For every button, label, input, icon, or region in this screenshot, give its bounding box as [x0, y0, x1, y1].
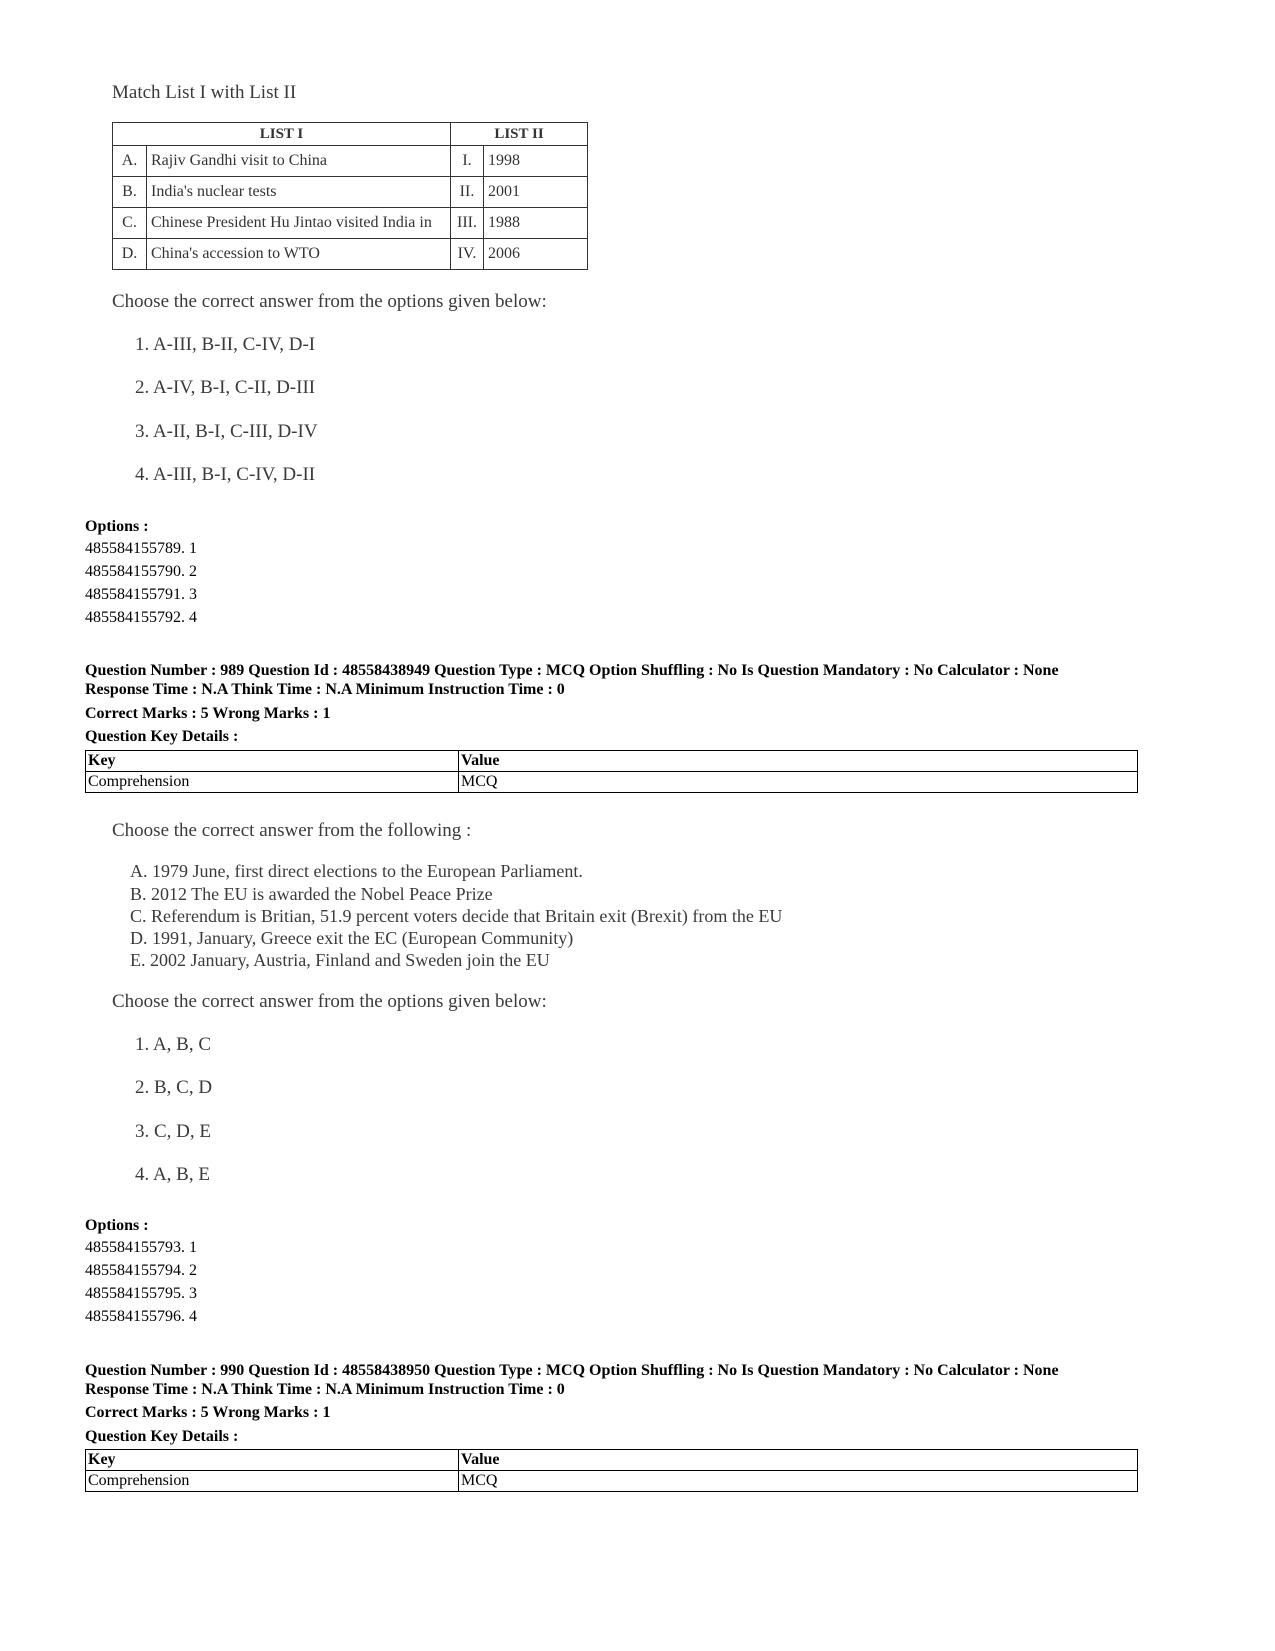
- row-letter: D.: [113, 239, 147, 270]
- row-letter: A.: [113, 146, 147, 177]
- row-item: Rajiv Gandhi visit to China: [147, 146, 451, 177]
- row-year: 1988: [484, 208, 588, 239]
- q989-meta-line1: Question Number : 989 Question Id : 48558438949 Question Type : MCQ Option Shuffling : No Is Question Mandatory : No Calculator : None: [85, 662, 1059, 679]
- row-year: 2001: [484, 177, 588, 208]
- row-year: 2006: [484, 239, 588, 270]
- q988-option-2: 485584155790. 2: [85, 563, 197, 580]
- row-item: India's nuclear tests: [147, 177, 451, 208]
- q989-marks: Correct Marks : 5 Wrong Marks : 1: [85, 705, 331, 722]
- q989-instruction: Choose the correct answer from the options given below:: [112, 991, 547, 1012]
- q988-option-1: 485584155789. 1: [85, 540, 197, 557]
- q988-title: Match List I with List II: [112, 82, 297, 103]
- value-cell: MCQ: [459, 1471, 1138, 1492]
- key-table-header: [86, 751, 1138, 772]
- q990-key-table: [85, 1449, 1138, 1492]
- table-row: [86, 1471, 1138, 1492]
- q989-choice-2: 2. B, C, D: [135, 1077, 213, 1098]
- q989-key-details-label: Question Key Details :: [85, 728, 239, 745]
- q989-key-table: [85, 750, 1138, 793]
- q988-instruction: Choose the correct answer from the options given below:: [112, 291, 547, 312]
- row-roman: III.: [451, 208, 484, 239]
- q989-option-2: 485584155794. 2: [85, 1262, 197, 1279]
- row-letter: B.: [113, 177, 147, 208]
- match-list-table: [112, 122, 588, 270]
- row-roman: II.: [451, 177, 484, 208]
- q988-choice-3: 3. A-II, B-I, C-III, D-IV: [135, 421, 318, 442]
- row-letter: C.: [113, 208, 147, 239]
- table-row: [113, 177, 588, 208]
- table-row: [113, 208, 588, 239]
- q989-statement-e: E. 2002 January, Austria, Finland and Sweden join the EU: [130, 950, 550, 970]
- key-cell: Comprehension: [86, 1471, 459, 1492]
- q989-choice-3: 3. C, D, E: [135, 1121, 211, 1142]
- key-cell: Comprehension: [86, 772, 459, 793]
- match-table-header: [113, 123, 588, 146]
- value-header: Value: [459, 751, 1138, 772]
- table-row: [86, 772, 1138, 793]
- table-row: [113, 146, 588, 177]
- value-header: Value: [459, 1450, 1138, 1471]
- key-table-header: [86, 1450, 1138, 1471]
- list2-header: LIST II: [451, 123, 588, 146]
- q989-choice-1: 1. A, B, C: [135, 1034, 212, 1055]
- row-roman: IV.: [451, 239, 484, 270]
- q988-choice-2: 2. A-IV, B-I, C-II, D-III: [135, 377, 316, 398]
- table-row: [113, 239, 588, 270]
- q990-key-details-label: Question Key Details :: [85, 1428, 239, 1445]
- q988-choice-4: 4. A-III, B-I, C-IV, D-II: [135, 464, 316, 485]
- list1-header: LIST I: [113, 123, 451, 146]
- q989-option-4: 485584155796. 4: [85, 1308, 197, 1325]
- q988-choice-1: 1. A-III, B-II, C-IV, D-I: [135, 334, 316, 355]
- q989-choice-4: 4. A, B, E: [135, 1164, 210, 1185]
- q989-meta-line2: Response Time : N.A Think Time : N.A Minimum Instruction Time : 0: [85, 681, 565, 698]
- key-header: Key: [86, 1450, 459, 1471]
- q988-options-label: Options :: [85, 518, 149, 535]
- q989-option-1: 485584155793. 1: [85, 1239, 197, 1256]
- row-item: China's accession to WTO: [147, 239, 451, 270]
- q989-statement-d: D. 1991, January, Greece exit the EC (European Community): [130, 928, 574, 948]
- q990-meta-line2: Response Time : N.A Think Time : N.A Minimum Instruction Time : 0: [85, 1381, 565, 1398]
- key-header: Key: [86, 751, 459, 772]
- q989-option-3: 485584155795. 3: [85, 1285, 197, 1302]
- q989-title: Choose the correct answer from the following :: [112, 820, 472, 841]
- q988-option-4: 485584155792. 4: [85, 609, 197, 626]
- q989-statement-c: C. Referendum is Britian, 51.9 percent voters decide that Britain exit (Brexit) from the EU: [130, 906, 783, 926]
- q990-marks: Correct Marks : 5 Wrong Marks : 1: [85, 1404, 331, 1421]
- q989-options-label: Options :: [85, 1217, 149, 1234]
- row-item: Chinese President Hu Jintao visited India in: [147, 208, 451, 239]
- q990-meta-line1: Question Number : 990 Question Id : 48558438950 Question Type : MCQ Option Shuffling : No Is Question Mandatory : No Calculator : None: [85, 1362, 1059, 1379]
- value-cell: MCQ: [459, 772, 1138, 793]
- row-year: 1998: [484, 146, 588, 177]
- q988-option-3: 485584155791. 3: [85, 586, 197, 603]
- q989-statement-a: A. 1979 June, first direct elections to the European Parliament.: [130, 861, 583, 881]
- row-roman: I.: [451, 146, 484, 177]
- q989-statement-b: B. 2012 The EU is awarded the Nobel Peace Prize: [130, 884, 493, 904]
